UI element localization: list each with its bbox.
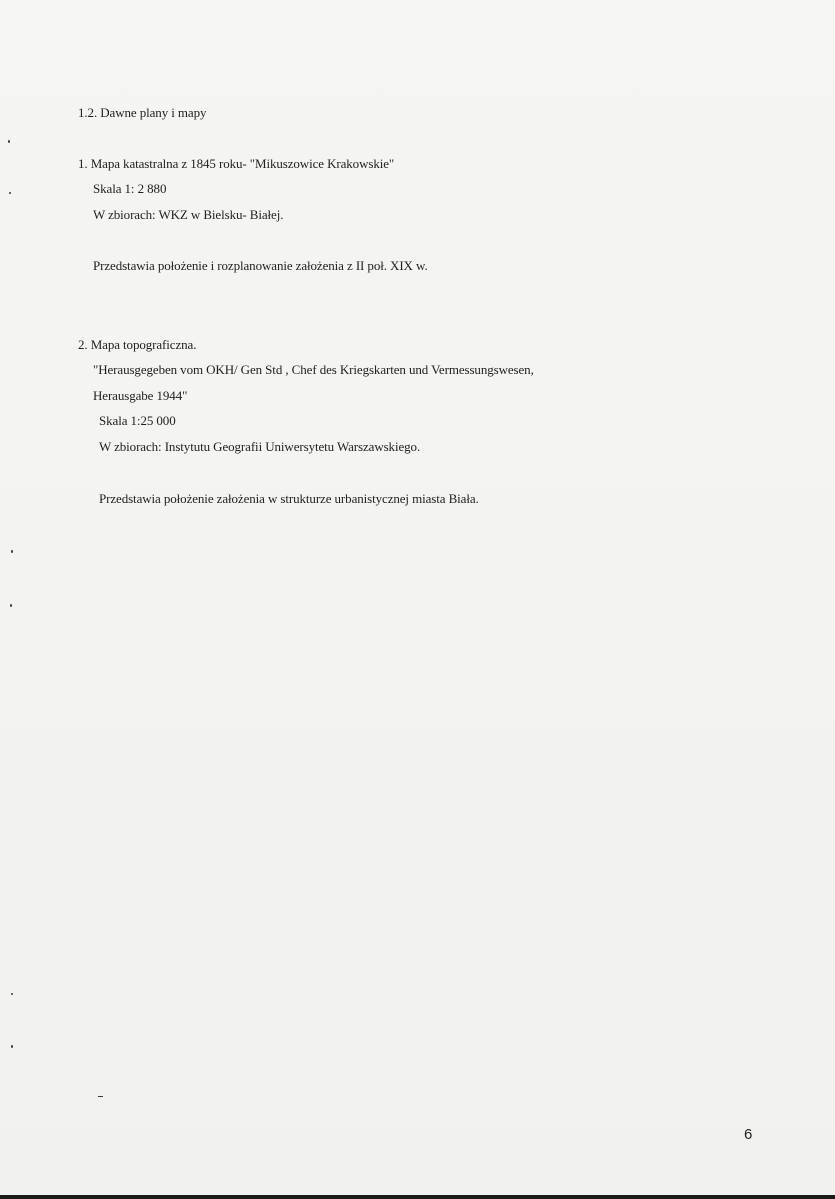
- section-heading: 1.2. Dawne plany i mapy: [78, 105, 207, 120]
- item-2-collection: W zbiorach: Instytutu Geografii Uniwersytetu Warszawskiego.: [99, 439, 421, 454]
- scan-speck: [11, 1045, 13, 1048]
- item-1-collection: W zbiorach: WKZ w Bielsku- Białej.: [93, 207, 284, 222]
- scan-speck: [10, 604, 12, 607]
- scan-bottom-edge: [0, 1195, 835, 1199]
- scan-speck: [8, 140, 10, 143]
- item-2-publisher-line-1: "Herausgegeben vom OKH/ Gen Std , Chef des Kriegskarten und Vermessungswesen,: [93, 362, 534, 377]
- item-1-description: Przedstawia położenie i rozplanowanie założenia z II poł. XIX w.: [93, 258, 428, 273]
- item-2-title: 2. Mapa topograficzna.: [78, 337, 197, 352]
- scan-speck: [11, 550, 13, 553]
- scan-speck: [98, 1096, 103, 1097]
- page-number: 6: [744, 1126, 753, 1143]
- scan-speck: [9, 192, 11, 194]
- item-2-scale: Skala 1:25 000: [99, 413, 176, 428]
- scan-speck: [11, 993, 13, 995]
- item-2-publisher-line-2: Herausgabe 1944": [93, 388, 188, 403]
- item-2-description: Przedstawia położenie założenia w strukturze urbanistycznej miasta Biała.: [99, 491, 479, 506]
- item-1-title: 1. Mapa katastralna z 1845 roku- "Mikuszowice Krakowskie": [78, 156, 395, 171]
- item-1-scale: Skala 1: 2 880: [93, 181, 167, 196]
